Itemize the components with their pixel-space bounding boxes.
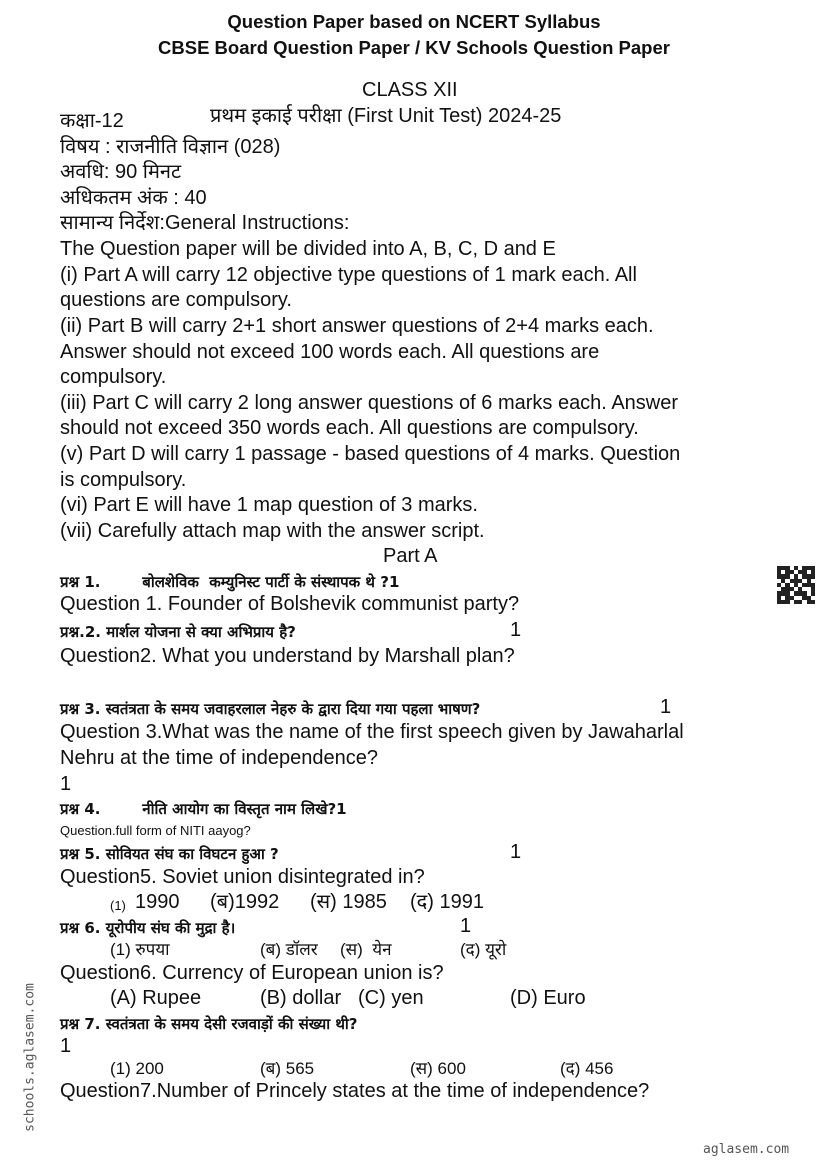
q6-english-option: (A) Rupee xyxy=(110,987,202,1009)
q5-option: (स) 1985 xyxy=(310,891,387,913)
q6-hindi-option: (ब) डॉलर xyxy=(260,940,318,959)
side-watermark: schools.aglasem.com xyxy=(22,983,38,1132)
q6-english-option: (C) yen xyxy=(358,987,424,1009)
q7-english: Question7.Number of Princely states at the time of independence? xyxy=(60,1080,650,1102)
q6-marks: 1 xyxy=(460,915,472,937)
q3-english-marks: 1 xyxy=(60,773,72,795)
duration: अवधि: 90 मिनट xyxy=(60,161,182,183)
q5-english: Question5. Soviet union disintegrated in? xyxy=(60,866,425,888)
subject: विषय : राजनीति विज्ञान (028) xyxy=(60,136,281,158)
q5-option: 1990 xyxy=(135,891,180,913)
header-line-2: CBSE Board Question Paper / KV Schools Question Paper xyxy=(158,37,670,58)
instruction-line: compulsory. xyxy=(60,366,167,388)
q2-hindi: प्रश्न.2. मार्शल योजना से क्या अभिप्राय है? xyxy=(60,623,296,641)
instruction-line: should not exceed 350 words each. All questions are compulsory. xyxy=(60,417,639,439)
instruction-line: (vi) Part E will have 1 map question of 3 marks. xyxy=(60,494,478,516)
q5-hindi: प्रश्न 5. सोवियत संघ का विघटन हुआ ? xyxy=(60,845,279,863)
q2-marks: 1 xyxy=(510,619,522,641)
q5-option-prefix: (1) xyxy=(110,898,126,913)
q4-english: Question.full form of NITI aayog? xyxy=(60,823,251,838)
q7-option: (1) 200 xyxy=(110,1059,164,1078)
q3-english-1: Question 3.What was the name of the first speech given by Jawaharlal xyxy=(60,721,684,743)
q6-hindi: प्रश्न 6. यूरोपीय संघ की मुद्रा है। xyxy=(60,919,236,937)
q7-option: (द) 456 xyxy=(560,1059,614,1078)
instructions-heading: सामान्य निर्देश:General Instructions: xyxy=(60,212,350,234)
q6-english-option: (D) Euro xyxy=(510,987,586,1009)
kaksha-label: कक्षा-12 xyxy=(60,110,124,132)
q6-hindi-option: (1) रुपया xyxy=(110,940,170,959)
instruction-line: (ii) Part B will carry 2+1 short answer questions of 2+4 marks each. xyxy=(60,315,654,337)
q1-english: Question 1. Founder of Bolshevik communist party? xyxy=(60,593,520,615)
instruction-line: (iii) Part C will carry 2 long answer questions of 6 marks each. Answer xyxy=(60,392,679,414)
bottom-watermark: aglasem.com xyxy=(703,1142,790,1157)
q3-hindi: प्रश्न 3. स्वतंत्रता के समय जवाहरलाल नेहरु के द्वारा दिया गया पहला भाषण? xyxy=(60,700,481,718)
q5-option: (द) 1991 xyxy=(410,891,484,913)
q1-hindi: प्रश्न 1. बोलशेविक कम्युनिस्ट पार्टी के संस्थापक थे ?1 xyxy=(60,573,400,591)
exam-title: प्रथम इकाई परीक्षा (First Unit Test) 2024-25 xyxy=(210,105,562,127)
q7-option: (स) 600 xyxy=(410,1059,466,1078)
instruction-line: Answer should not exceed 100 words each. All questions are xyxy=(60,341,600,363)
q6-hindi-option: (स) येन xyxy=(340,940,392,959)
q7-marks: 1 xyxy=(60,1035,72,1057)
q4-hindi: प्रश्न 4. नीति आयोग का विस्तृत नाम लिखे?1 xyxy=(60,800,347,818)
q5-marks: 1 xyxy=(510,841,522,863)
class-label: CLASS XII xyxy=(362,79,458,101)
q6-english-option: (B) dollar xyxy=(260,987,342,1009)
q6-hindi-option: (द) यूरो xyxy=(460,940,507,959)
instruction-line: (v) Part D will carry 1 passage - based questions of 4 marks. Question xyxy=(60,443,681,465)
part-heading: Part A xyxy=(383,545,438,567)
q3-english-2: Nehru at the time of independence? xyxy=(60,747,378,769)
q5-option: (ब)1992 xyxy=(210,891,280,913)
q3-marks: 1 xyxy=(660,696,672,718)
instruction-line: is compulsory. xyxy=(60,469,187,491)
q7-option: (ब) 565 xyxy=(260,1059,315,1078)
q6-english: Question6. Currency of European union is? xyxy=(60,962,444,984)
max-marks: अधिकतम अंक : 40 xyxy=(60,187,207,209)
instruction-line: The Question paper will be divided into A, B, C, D and E xyxy=(60,238,556,260)
header-line-1: Question Paper based on NCERT Syllabus xyxy=(227,11,601,32)
qr-code-icon xyxy=(777,566,815,604)
instruction-line: questions are compulsory. xyxy=(60,289,292,311)
instruction-line: (i) Part A will carry 12 objective type questions of 1 mark each. All xyxy=(60,264,637,286)
q7-hindi: प्रश्न 7. स्वतंत्रता के समय देसी रजवाड़ों की संख्या थी? xyxy=(60,1015,358,1033)
q2-english: Question2. What you understand by Marshall plan? xyxy=(60,645,515,667)
instruction-line: (vii) Carefully attach map with the answer script. xyxy=(60,520,485,542)
